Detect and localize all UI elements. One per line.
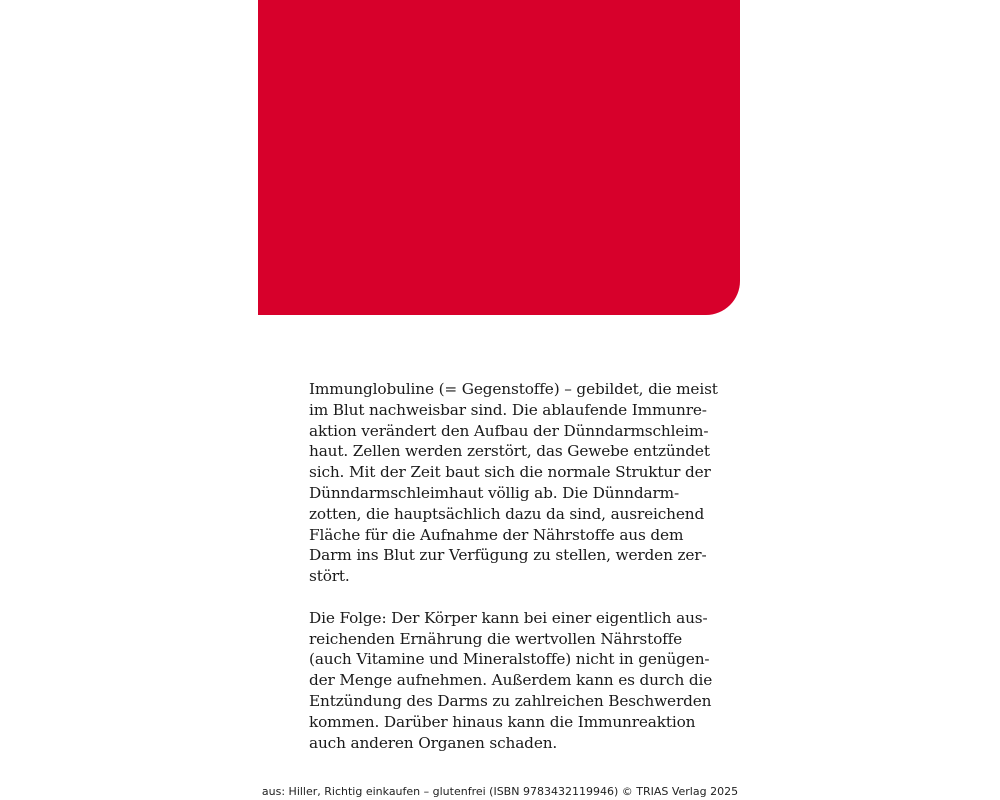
source-footer: aus: Hiller, Richtig einkaufen – glutenfrei (ISBN 9783432119946) © TRIAS Verlag 2025 [261, 785, 739, 798]
text-line: (auch Vitamine und Mineralstoffe) nicht in genügen- [309, 650, 710, 669]
text-line: reichenden Ernährung die wertvollen Nährstoffe [309, 629, 683, 648]
paragraph-1 [309, 379, 718, 587]
text-line: sich. Mit der Zeit baut sich die normale Struktur der [309, 463, 711, 482]
text-line: Darm ins Blut zur Verfügung zu stellen, werden zer- [309, 546, 707, 565]
text-line: kommen. Darüber hinaus kann die Immunreaktion [309, 712, 696, 731]
text-line: Entzündung des Darms zu zahlreichen Beschwerden [309, 691, 712, 710]
text-line: auch anderen Organen schaden. [309, 733, 558, 752]
text-line: Dünndarmschleimhaut völlig ab. Die Dünndarm- [309, 483, 680, 502]
text-line: der Menge aufnehmen. Außerdem kann es durch die [309, 671, 713, 690]
text-line: aktion verändert den Aufbau der Dünndarmschleim- [309, 421, 709, 440]
paragraph-2 [309, 608, 713, 754]
text-line: Die Folge: Der Körper kann bei einer eigentlich aus- [309, 608, 708, 627]
body-text [309, 379, 718, 774]
text-line: im Blut nachweisbar sind. Die ablaufende Immunre- [309, 400, 707, 419]
text-line: zotten, die hauptsächlich dazu da sind, ausreichend [309, 504, 705, 523]
text-line: stört. [309, 567, 350, 586]
red-image-placeholder [258, 0, 740, 315]
text-line: Immunglobuline (= Gegenstoffe) – gebildet, die meist [309, 380, 718, 398]
text-line: Fläche für die Aufnahme der Nährstoffe aus dem [309, 525, 684, 544]
text-line: haut. Zellen werden zerstört, das Gewebe entzündet [309, 442, 710, 461]
